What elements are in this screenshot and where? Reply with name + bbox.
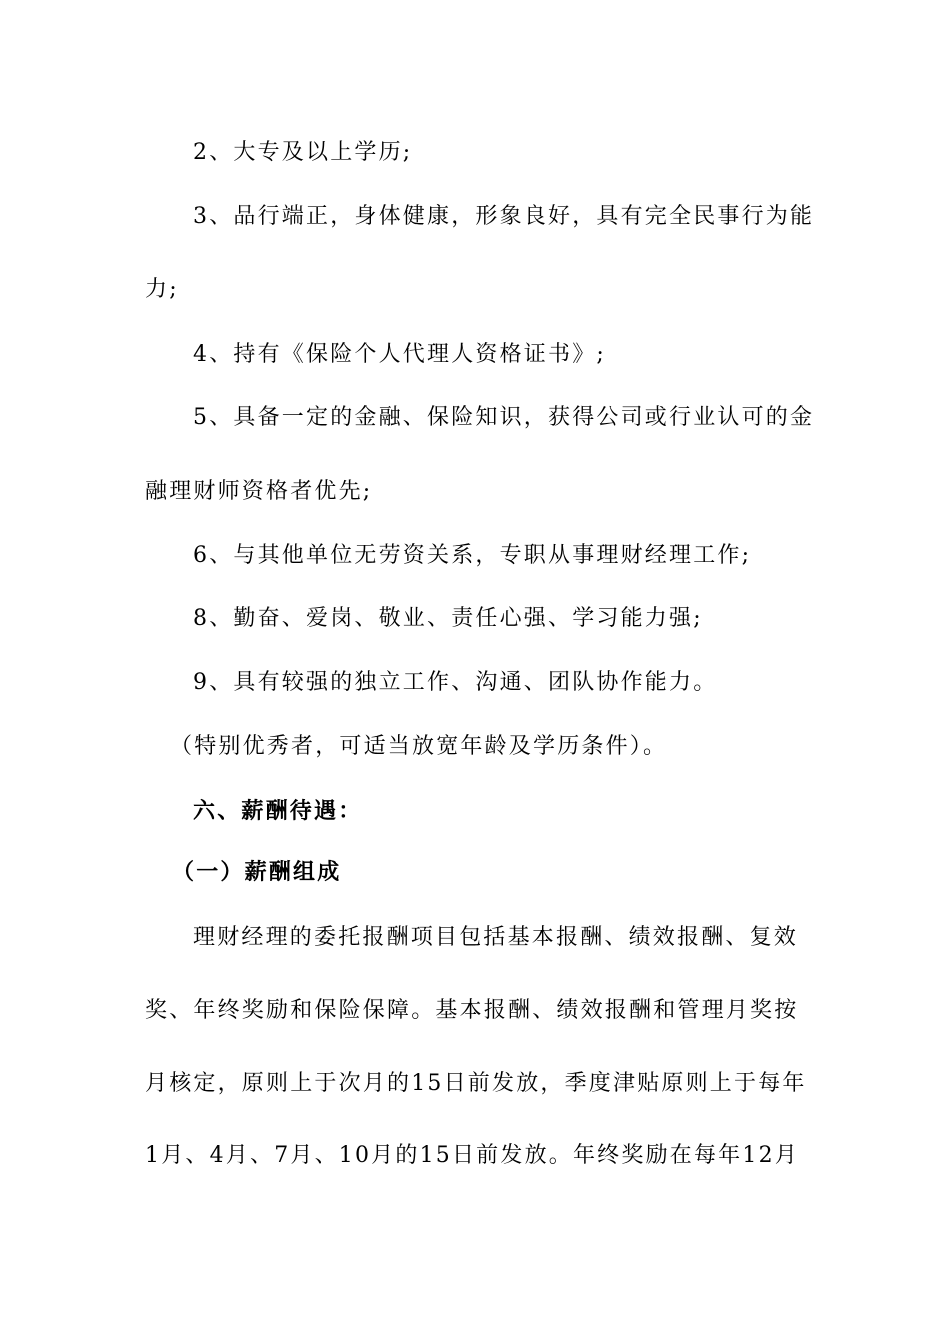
paragraph-line: 5、具备一定的金融、保险知识，获得公司或行业认可的金	[193, 405, 815, 430]
paragraph-line: 奖、年终奖励和保险保障。基本报酬、绩效报酬和管理月奖按	[145, 998, 799, 1023]
paragraph-line: 8、勤奋、爱岗、敬业、责任心强、学习能力强;	[193, 606, 703, 631]
paragraph-line: 融理财师资格者优先;	[145, 479, 373, 504]
paragraph-line: 理财经理的委托报酬项目包括基本报酬、绩效报酬、复效	[193, 925, 799, 950]
subsection-heading: （一）薪酬组成	[172, 859, 342, 885]
paragraph-line: 力;	[145, 277, 179, 302]
paragraph-line: 3、品行端正，身体健康，形象良好，具有完全民事行为能	[193, 204, 815, 229]
paragraph-line: 6、与其他单位无劳资关系，专职从事理财经理工作;	[193, 543, 752, 568]
paragraph-line: 2、大专及以上学历;	[193, 140, 413, 165]
note-line: （特别优秀者，可适当放宽年龄及学历条件）。	[170, 734, 668, 759]
paragraph-line: 9、具有较强的独立工作、沟通、团队协作能力。	[193, 670, 718, 695]
paragraph-line: 4、持有《保险个人代理人资格证书》;	[193, 342, 607, 367]
paragraph-line: 1月、4月、7月、10月的15日前发放。年终奖励在每年12月	[145, 1143, 799, 1168]
section-heading: 六、薪酬待遇：	[193, 798, 363, 824]
paragraph-line: 月核定，原则上于次月的15日前发放，季度津贴原则上于每年	[145, 1071, 807, 1096]
